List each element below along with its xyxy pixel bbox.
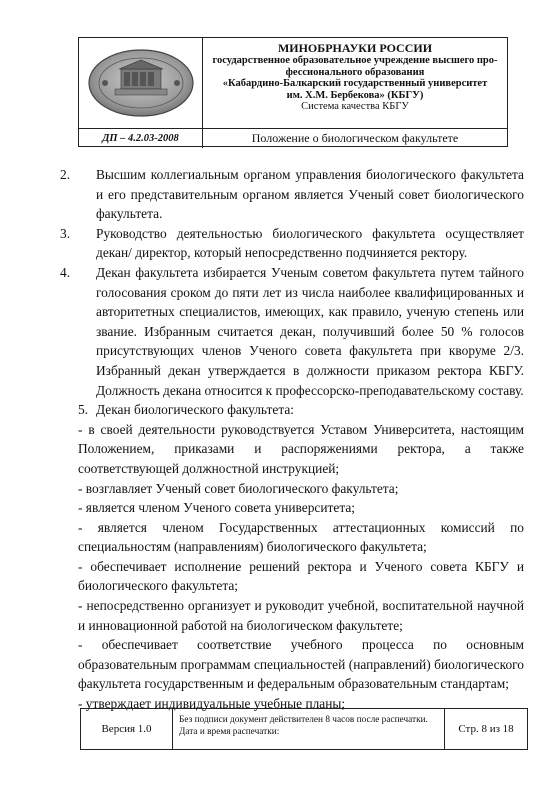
numbered-item [78, 400, 524, 420]
item-text: Декан факультета избирается Ученым советом факультета путем тайного голосования сроком до пяти лет из числа наиболее квалифицированных и авторитетных специалистов, имеющих, как правило, ученую степень или звание. Избранным считается декан, получивший более 50 % голосов присутствующих членов Ученого совета факультета при кворуме 2/3. Избранный декан утверждается в должности приказом ректора КБГУ. Должность декана относится к профессорско-преподавательскому составу. [96, 264, 524, 398]
print-date-label: Дата и время распечатки: [179, 726, 280, 737]
numbered-item [60, 224, 524, 263]
duty-item: - в своей деятельности руководствуется Уставом Университета, настоящим Положением, приказами и распоряжениями ректора, а также соответствующей должностной инструкцией; [78, 421, 524, 476]
duty-item: - непосредственно организует и руководит учебной, воспитательной научной и инновационной работой на биологическом факультете; [78, 598, 524, 633]
duty-item: - является членом Государственных аттестационных комиссий по специальностям (направлениям) биологического факультета; [78, 519, 524, 555]
organization-block [203, 38, 507, 128]
item-text: Высшим коллегиальным органом управления биологического факультета и его представительным органом является Ученый совет биологического факультета. [96, 167, 524, 222]
university-seal-cell [79, 38, 203, 128]
print-validity-note [173, 709, 445, 749]
quality-system-label: Система качества КБГУ [301, 101, 409, 112]
duty-item: - обеспечивает исполнение решений ректора и Ученого совета КБГУ и биологического факультета; [78, 558, 524, 594]
item-number: 3. [60, 225, 71, 241]
organization-line: фессионального образования [285, 66, 425, 78]
duty-item: - возглавляет Ученый совет биологического факультета; [78, 480, 399, 496]
organization-line: государственное образовательное учреждение высшего про- [212, 55, 498, 66]
page-number: Стр. 8 из 18 [458, 723, 514, 735]
organization-line: «Кабардино-Балкарский государственный университет [222, 78, 488, 89]
document-title: Положение о биологическом факультете [203, 128, 507, 148]
document-footer [80, 708, 528, 750]
item-text: Руководство деятельностью биологического факультета осуществляет декан/ директор, который непосредственно подчиняется ректору. [96, 225, 524, 261]
duty-item: - обеспечивает соответствие учебного процесса по основным образовательным программам специальностей (направлений) биологического факультета государственным и федеральным образовательным стандартам; [78, 637, 524, 692]
numbered-item [60, 263, 524, 400]
organization-line: им. Х.М. Бербекова» (КБГУ) [286, 89, 424, 101]
numbered-item [60, 165, 524, 224]
item-number: 2. [60, 167, 71, 182]
item-text: Декан биологического факультета: [96, 402, 295, 418]
validity-text: Без подписи документ действителен 8 часов после распечатки. [179, 715, 428, 725]
duty-item: - утверждает индивидуальные учебные планы; [78, 696, 346, 712]
duty-item: - является членом Ученого совета университета; [78, 500, 355, 516]
version-label: Версия 1.0 [81, 709, 173, 749]
university-seal-icon [85, 47, 197, 119]
item-number: 5. [78, 402, 89, 418]
document-body [60, 165, 524, 714]
document-header [78, 37, 508, 147]
document-code: ДП – 4.2.03-2008 [79, 128, 203, 148]
ministry-name: МИНОБРНАУКИ РОССИИ [277, 41, 433, 55]
item-number: 4. [60, 264, 71, 280]
